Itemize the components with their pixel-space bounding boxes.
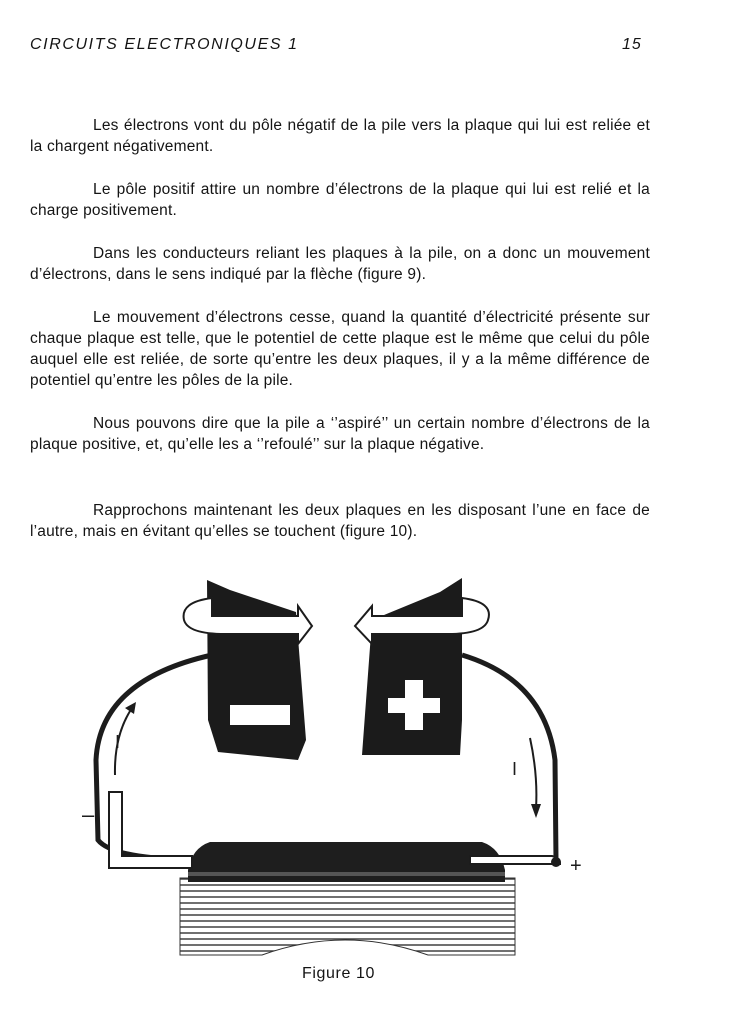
paragraph-2: Le pôle positif attire un nombre d’électrons de la plaque qui lui est relié et la charge positivement.: [30, 181, 650, 219]
paragraph-3: Dans les conducteurs reliant les plaques à la pile, on a donc un mouvement d’électrons, dans le sens indiqué par la flèche (figure 9).: [30, 245, 650, 283]
positive-terminal-label: +: [570, 855, 582, 877]
current-arrow-right: [530, 738, 536, 808]
current-label-right: I: [512, 759, 518, 779]
running-title: CIRCUITS ELECTRONIQUES 1: [30, 36, 299, 53]
capacitor-diagram: [0, 560, 739, 960]
paragraph-6: Rapprochons maintenant les deux plaques en les disposant l’une en face de l’autre, mais en évitant qu’elles se touchent (figure 10).: [30, 502, 650, 540]
paragraph-1: Les électrons vont du pôle négatif de la pile vers la plaque qui lui est reliée et la chargent négativement.: [30, 117, 650, 155]
battery-body: [180, 878, 515, 955]
paragraph-4: Le mouvement d’électrons cesse, quand la quantité d’électricité présente sur chaque plaque est telle, que le potentiel de cette plaque est le même que celui du pôle auquel elle est reliée, de sorte qu’entre les deux plaques, il y a la même différence de potentiel qu’entre les pôles de la pile.: [30, 309, 650, 389]
minus-sign: [230, 705, 290, 725]
terminal-right: [470, 856, 560, 864]
wire-right: [462, 655, 556, 860]
negative-terminal-label: –: [82, 802, 95, 827]
page-number: 15: [622, 36, 642, 53]
negative-plate: [207, 580, 306, 760]
figure-caption: Figure 10: [302, 965, 375, 982]
paragraph-5: Nous pouvons dire que la pile a ‘’aspiré’’ un certain nombre d’électrons de la plaque positive, et, qu’elle les a ‘’refoulé’’ sur la plaque négative.: [30, 415, 650, 453]
terminal-dot: [551, 857, 561, 867]
battery-rim: [188, 872, 505, 876]
terminal-left: [109, 792, 192, 868]
current-label-left: I: [115, 732, 121, 752]
